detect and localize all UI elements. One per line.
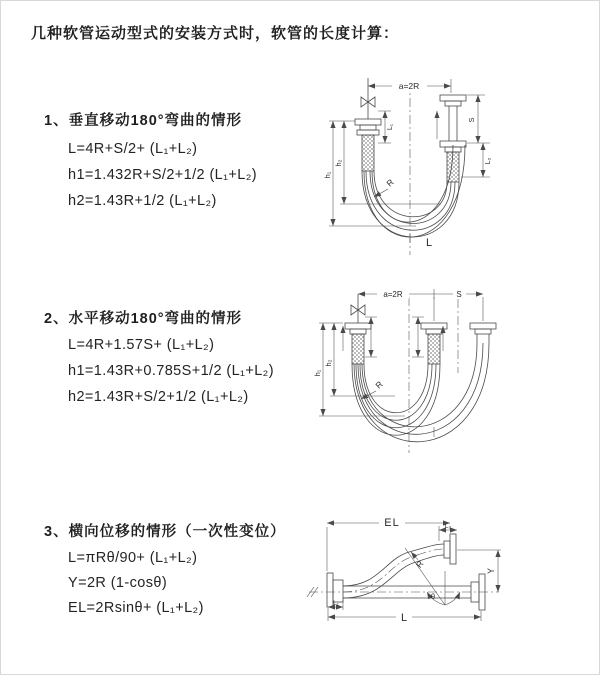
dimension-lines: [319, 289, 483, 437]
section-2-heading: 2、水平移动180°弯曲的情形: [44, 311, 243, 327]
diagram-horizontal-180-bend: [307, 281, 592, 466]
label-el: EL: [384, 517, 400, 529]
dimension-lines: [327, 523, 501, 621]
section-3-heading: 3、横向位移的情形（一次性变位）: [44, 524, 286, 540]
section-2-formula-h2: h2=1.43R+S/2+1/2 (L₁+L₂): [68, 389, 249, 405]
label-l2: L₂: [485, 157, 492, 165]
label-h1: h₁: [313, 369, 322, 377]
dimension-labels: [333, 515, 496, 624]
label-h2: h₂: [334, 159, 343, 167]
hose-assembly-drawing: [345, 294, 496, 453]
braided-hose-section: [428, 334, 440, 364]
section-1-heading: 1、垂直移动180°弯曲的情形: [44, 113, 243, 129]
section-1-formula-l: L=4R+S/2+ (L₁+L₂): [68, 141, 198, 157]
braided-hose-section: [352, 334, 364, 364]
label-s: S: [467, 117, 476, 123]
braided-hose-section: [362, 135, 374, 171]
label-l1: L₁: [333, 600, 339, 607]
hose-assembly-drawing: [355, 78, 466, 255]
section-1-formula-h2: h2=1.43R+1/2 (L₁+L₂): [68, 193, 217, 209]
label-y-offset: Y: [486, 567, 496, 575]
section-1-formula-h1: h1=1.432R+S/2+1/2 (L₁+L₂): [68, 167, 258, 183]
label-radius: R: [413, 558, 426, 570]
label-length: L: [426, 237, 433, 249]
dimension-labels: [323, 79, 492, 249]
label-radius: R: [373, 379, 385, 391]
section-2-formula-l: L=4R+1.57S+ (L₁+L₂): [68, 337, 215, 353]
dimension-lines: [329, 79, 490, 243]
section-3-formula-el: EL=2Rsinθ+ (L₁+L₂): [68, 600, 204, 616]
diagram-vertical-180-bend: [304, 65, 589, 260]
page-title: 几种软管运动型式的安装方式时，软管的长度计算：: [31, 25, 400, 42]
label-length: L: [400, 612, 408, 624]
label-l1: L₁: [387, 123, 394, 131]
label-theta: θ: [430, 592, 436, 601]
label-h1: h₁: [323, 171, 332, 179]
section-3-formula-y: Y=2R (1-cosθ): [68, 575, 168, 591]
section-3-formula-l: L=πRθ/90+ (L₁+L₂): [68, 550, 198, 566]
diagram-lateral-displacement: [299, 501, 599, 656]
label-radius: R: [384, 177, 396, 189]
label-h2: h₂: [324, 359, 333, 367]
section-2-formula-h1: h1=1.43R+0.785S+1/2 (L₁+L₂): [68, 363, 274, 379]
label-a-2r: a=2R: [383, 290, 403, 299]
label-a-2r: a=2R: [398, 81, 420, 91]
hose-assembly-drawing: [307, 534, 499, 610]
label-l2: L₂: [444, 523, 452, 530]
label-s: S: [456, 290, 462, 299]
